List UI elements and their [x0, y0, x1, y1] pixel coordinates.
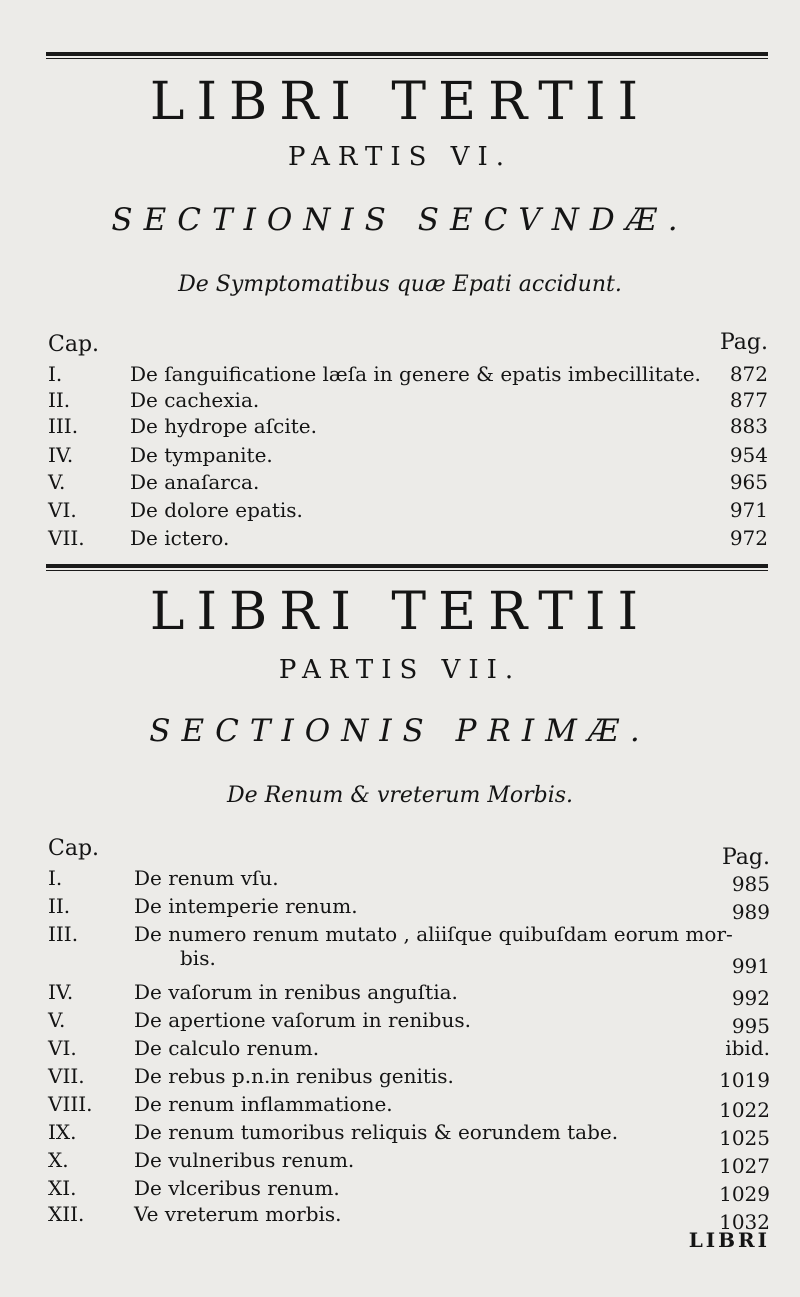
chapter-title: De apertione vaſorum in renibus.: [134, 1008, 471, 1032]
page-number: 1032: [719, 1210, 770, 1234]
chapter-number: III.: [48, 414, 79, 438]
chapter-title: De tympanite.: [130, 443, 273, 467]
chapter-number: VI.: [48, 1036, 77, 1060]
middle-rule: [46, 564, 768, 571]
page-number: ibid.: [725, 1036, 770, 1060]
page-number: 1022: [719, 1098, 770, 1122]
chapter-title: De vaſorum in renibus anguſtia.: [134, 980, 458, 1004]
chapter-title-continuation: bis.: [180, 946, 216, 970]
chapter-number: VII.: [48, 1064, 85, 1088]
cap-header-2: Cap.: [48, 836, 100, 861]
toc-row: [0, 1176, 800, 1204]
toc-row: [0, 443, 800, 471]
pag-header-1: Pag.: [719, 330, 768, 355]
toc-row: [0, 894, 800, 922]
toc-row: [0, 1036, 800, 1064]
page-number: 972: [729, 526, 768, 550]
page-number: 872: [729, 362, 768, 386]
toc-row: [0, 1120, 800, 1148]
page-number: 992: [731, 986, 770, 1010]
page-number: 989: [731, 900, 770, 924]
chapter-number: II.: [48, 894, 71, 918]
pag-header-2: Pag.: [721, 845, 770, 870]
chapter-number: IV.: [48, 980, 74, 1004]
page-number: 877: [729, 388, 768, 412]
page-number: 1025: [719, 1126, 770, 1150]
chapter-title: De calculo renum.: [134, 1036, 320, 1060]
heading-libri-2: LIBRI TERTII: [149, 582, 651, 642]
toc-row: [0, 470, 800, 498]
chapter-title: De ſanguificatione læſa in genere & epatis imbecillitate.: [130, 362, 701, 386]
toc-row: [0, 1092, 800, 1120]
chapter-number: II.: [48, 388, 71, 412]
toc-row: [0, 1202, 800, 1234]
page-number: 1019: [719, 1068, 770, 1092]
chapter-title: De ictero.: [130, 526, 230, 550]
toc-row: [0, 526, 800, 554]
page-number: 965: [729, 470, 768, 494]
top-rule: [46, 52, 768, 59]
chapter-number: V.: [48, 1008, 66, 1032]
chapter-title: De intemperie renum.: [134, 894, 358, 918]
subject-2: De Renum & vreterum Morbis.: [226, 783, 574, 808]
catchword: LIBRI: [688, 1228, 770, 1252]
toc-row: [0, 980, 800, 1008]
chapter-title: De cachexia.: [130, 388, 260, 412]
chapter-title: De renum inflammatione.: [134, 1092, 393, 1116]
chapter-title: De renum vſu.: [134, 866, 279, 890]
toc-row: [0, 388, 800, 416]
heading-sectionis-2: SECTIONIS PRIMÆ.: [149, 713, 651, 749]
subject-1: De Symptomatibus quæ Epati accidunt.: [178, 272, 622, 297]
chapter-title: De vlceribus renum.: [134, 1176, 340, 1200]
chapter-title: De hydrope aſcite.: [130, 414, 317, 438]
toc-row: [0, 1148, 800, 1176]
page-number: 991: [731, 954, 770, 978]
chapter-title: Ve vreterum morbis.: [134, 1202, 342, 1226]
chapter-number: I.: [48, 362, 63, 386]
page-number: 1029: [719, 1182, 770, 1206]
heading-sectionis-1: SECTIONIS SECVNDÆ.: [111, 202, 689, 238]
chapter-number: VI.: [48, 498, 77, 522]
page-number: 954: [729, 443, 768, 467]
chapter-number: VIII.: [48, 1092, 93, 1116]
toc-row: [0, 498, 800, 526]
chapter-number: III.: [48, 922, 79, 946]
toc-row: [0, 362, 800, 390]
toc-row-page: [0, 954, 800, 982]
heading-partis-2: PARTIS VII.: [278, 655, 522, 685]
page-number: 995: [731, 1014, 770, 1038]
toc-row: [0, 1064, 800, 1092]
toc-row: [0, 922, 800, 950]
chapter-title: De dolore epatis.: [130, 498, 303, 522]
cap-header-1: Cap.: [48, 332, 100, 357]
heading-partis-1: PARTIS VI.: [287, 142, 512, 172]
page-number: 1027: [719, 1154, 770, 1178]
chapter-number: I.: [48, 866, 63, 890]
chapter-title: De numero renum mutato , aliiſque quibuſdam eorum mor-: [134, 922, 733, 946]
toc-row: [0, 414, 800, 442]
chapter-title: De vulneribus renum.: [134, 1148, 355, 1172]
page-number: 883: [729, 414, 768, 438]
page-number: 985: [731, 872, 770, 896]
chapter-number: X.: [48, 1148, 69, 1172]
chapter-number: IV.: [48, 443, 74, 467]
chapter-number: VII.: [48, 526, 85, 550]
page-number: 971: [729, 498, 768, 522]
chapter-title: De anaſarca.: [130, 470, 260, 494]
heading-libri-1: LIBRI TERTII: [149, 72, 651, 132]
chapter-number: IX.: [48, 1120, 77, 1144]
chapter-number: V.: [48, 470, 66, 494]
chapter-number: XII.: [48, 1202, 85, 1226]
toc-row: [0, 866, 800, 894]
toc-row: [0, 1008, 800, 1036]
chapter-title: De renum tumoribus reliquis & eorundem tabe.: [134, 1120, 619, 1144]
chapter-number: XI.: [48, 1176, 77, 1200]
chapter-title: De rebus p.n.in renibus genitis.: [134, 1064, 454, 1088]
